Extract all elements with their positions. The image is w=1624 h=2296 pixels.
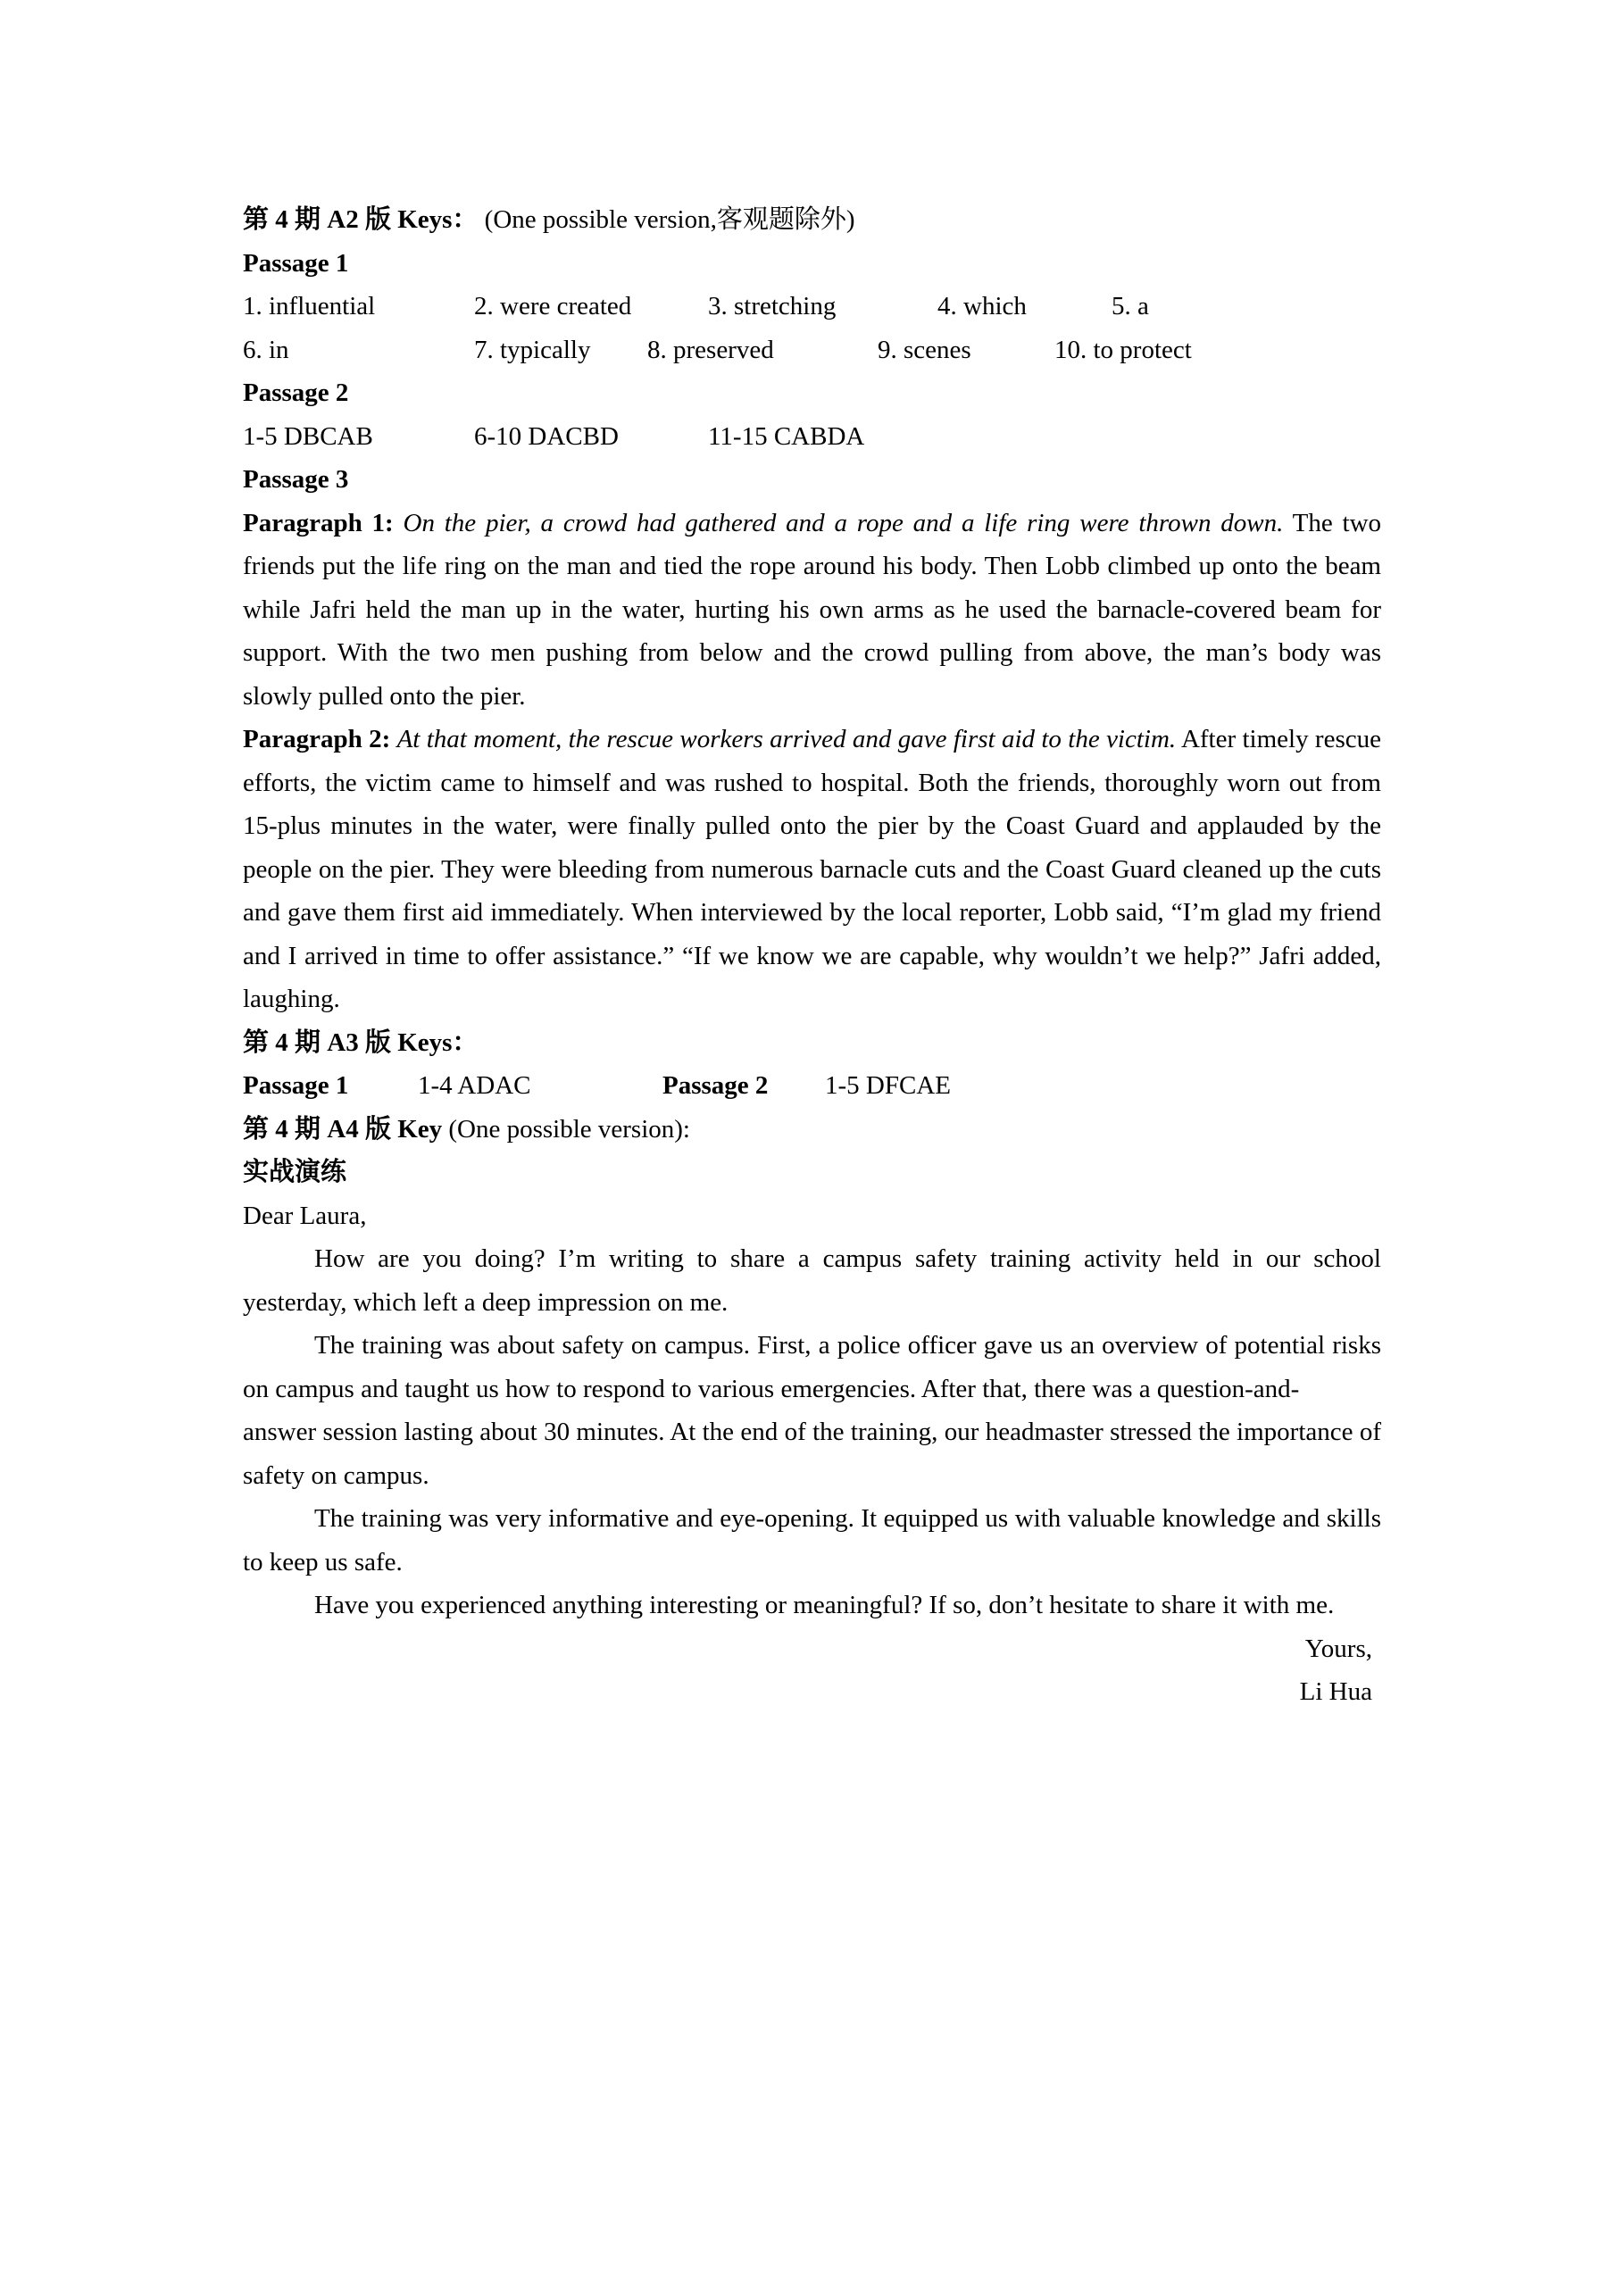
answer-item: 6. in	[243, 335, 289, 364]
answer-item: 1-5 DBCAB	[243, 421, 373, 451]
a3-passage1-answers: 1-4 ADAC	[418, 1071, 531, 1100]
a3-answers-row	[243, 1064, 1381, 1108]
paragraph-2-body: After timely rescue efforts, the victim came to himself and was rushed to hospital. Both the friends, thoroughly worn out from 15-plus minutes in the water, were finally pulled onto the pier by the Coast Guard and applauded by the people on the pier. They were bleeding from numerous barnacle cuts and the Coast Guard cleaned up the cuts and gave them first aid immediately. When interviewed by the local reporter, Lobb said, “I’m glad my friend and I arrived in time to offer assistance.” “If we know we are capable, why wouldn’t we help?” Jafri added, laughing.	[243, 725, 1381, 1013]
a3-passage2-answers: 1-5 DFCAE	[825, 1071, 951, 1100]
a4-heading-note: (One possible version):	[448, 1114, 690, 1144]
passage1-answers-row1	[243, 285, 1381, 329]
passage3-heading: Passage 3	[243, 465, 349, 494]
paragraph-1-body: The two friends put the life ring on the man and tied the rope around his body. Then Lobb climbed up onto the beam while Jafri held the man up in the water, hurting his own arms as he used the barnacle-covered beam for support. With the two men pushing from below and the crowd pulling from above, the man’s body was slowly pulled onto the pier.	[243, 508, 1382, 711]
letter-paragraph-3: answer session lasting about 30 minutes. At the end of the training, our headmaster stressed the importance of safety on campus.	[243, 1418, 1381, 1490]
answer-item: 11-15 CABDA	[708, 421, 865, 451]
answer-key-document	[243, 198, 1381, 1714]
a2-heading-title: 第 4 期 A2 版 Keys：	[243, 205, 479, 234]
letter-signature: Li Hua	[1299, 1677, 1372, 1706]
letter-paragraph-1: How are you doing? I’m writing to share a campus safety training activity held in our school yesterday, which left a deep impression on me.	[243, 1244, 1381, 1317]
answer-item: 4. which	[937, 292, 1027, 320]
answer-item: 9. scenes	[878, 335, 971, 364]
a4-section-heading	[243, 1108, 1381, 1152]
a3-section-heading: 第 4 期 A3 版 Keys：	[243, 1027, 479, 1057]
a2-heading-note: (One possible version,客观题除外)	[484, 205, 855, 234]
paragraph-1	[243, 502, 1381, 719]
drill-heading: 实战演练	[243, 1158, 347, 1186]
answer-item: 5. a	[1112, 292, 1149, 320]
answer-item: 6-10 DACBD	[474, 421, 619, 451]
passage2-heading: Passage 2	[243, 379, 349, 407]
letter-paragraph-4: The training was very informative and eye-opening. It equipped us with valuable knowledge and skills to keep us safe.	[243, 1504, 1381, 1576]
a2-section-heading	[243, 198, 1381, 242]
letter-paragraph-5: Have you experienced anything interesting or meaningful? If so, don’t hesitate to share it with me.	[314, 1591, 1335, 1619]
letter-salutation: Dear Laura,	[243, 1201, 367, 1230]
letter-paragraph-2: The training was about safety on campus. First, a police officer gave us an overview of potential risks on campus and taught us how to respond to various emergencies. After that, there was a question-and-	[243, 1331, 1381, 1403]
paragraph-1-lead-sentence: On the pier, a crowd had gathered and a rope and a life ring were thrown down.	[403, 508, 1284, 537]
paragraph-2-label: Paragraph 2:	[243, 725, 391, 753]
answer-item: 7. typically	[474, 335, 591, 364]
letter-closing: Yours,	[1304, 1634, 1372, 1663]
paragraph-1-label: Paragraph 1:	[243, 508, 394, 537]
a3-passage1-label: Passage 1	[243, 1071, 349, 1100]
passage1-answers-row2	[243, 329, 1381, 372]
answer-item: 3. stretching	[708, 292, 837, 320]
answer-item: 2. were created	[474, 292, 632, 320]
passage1-heading: Passage 1	[243, 248, 349, 278]
answer-item: 10. to protect	[1054, 335, 1192, 364]
a3-passage2-label: Passage 2	[662, 1071, 769, 1100]
answer-item: 8. preserved	[647, 335, 774, 364]
paragraph-2	[243, 718, 1381, 1021]
a4-heading-title: 第 4 期 A4 版 Key	[243, 1114, 443, 1144]
passage2-answers-row	[243, 415, 1381, 459]
answer-item: 1. influential	[243, 292, 376, 320]
paragraph-2-lead-sentence: At that moment, the rescue workers arrived and gave first aid to the victim.	[396, 725, 1177, 753]
